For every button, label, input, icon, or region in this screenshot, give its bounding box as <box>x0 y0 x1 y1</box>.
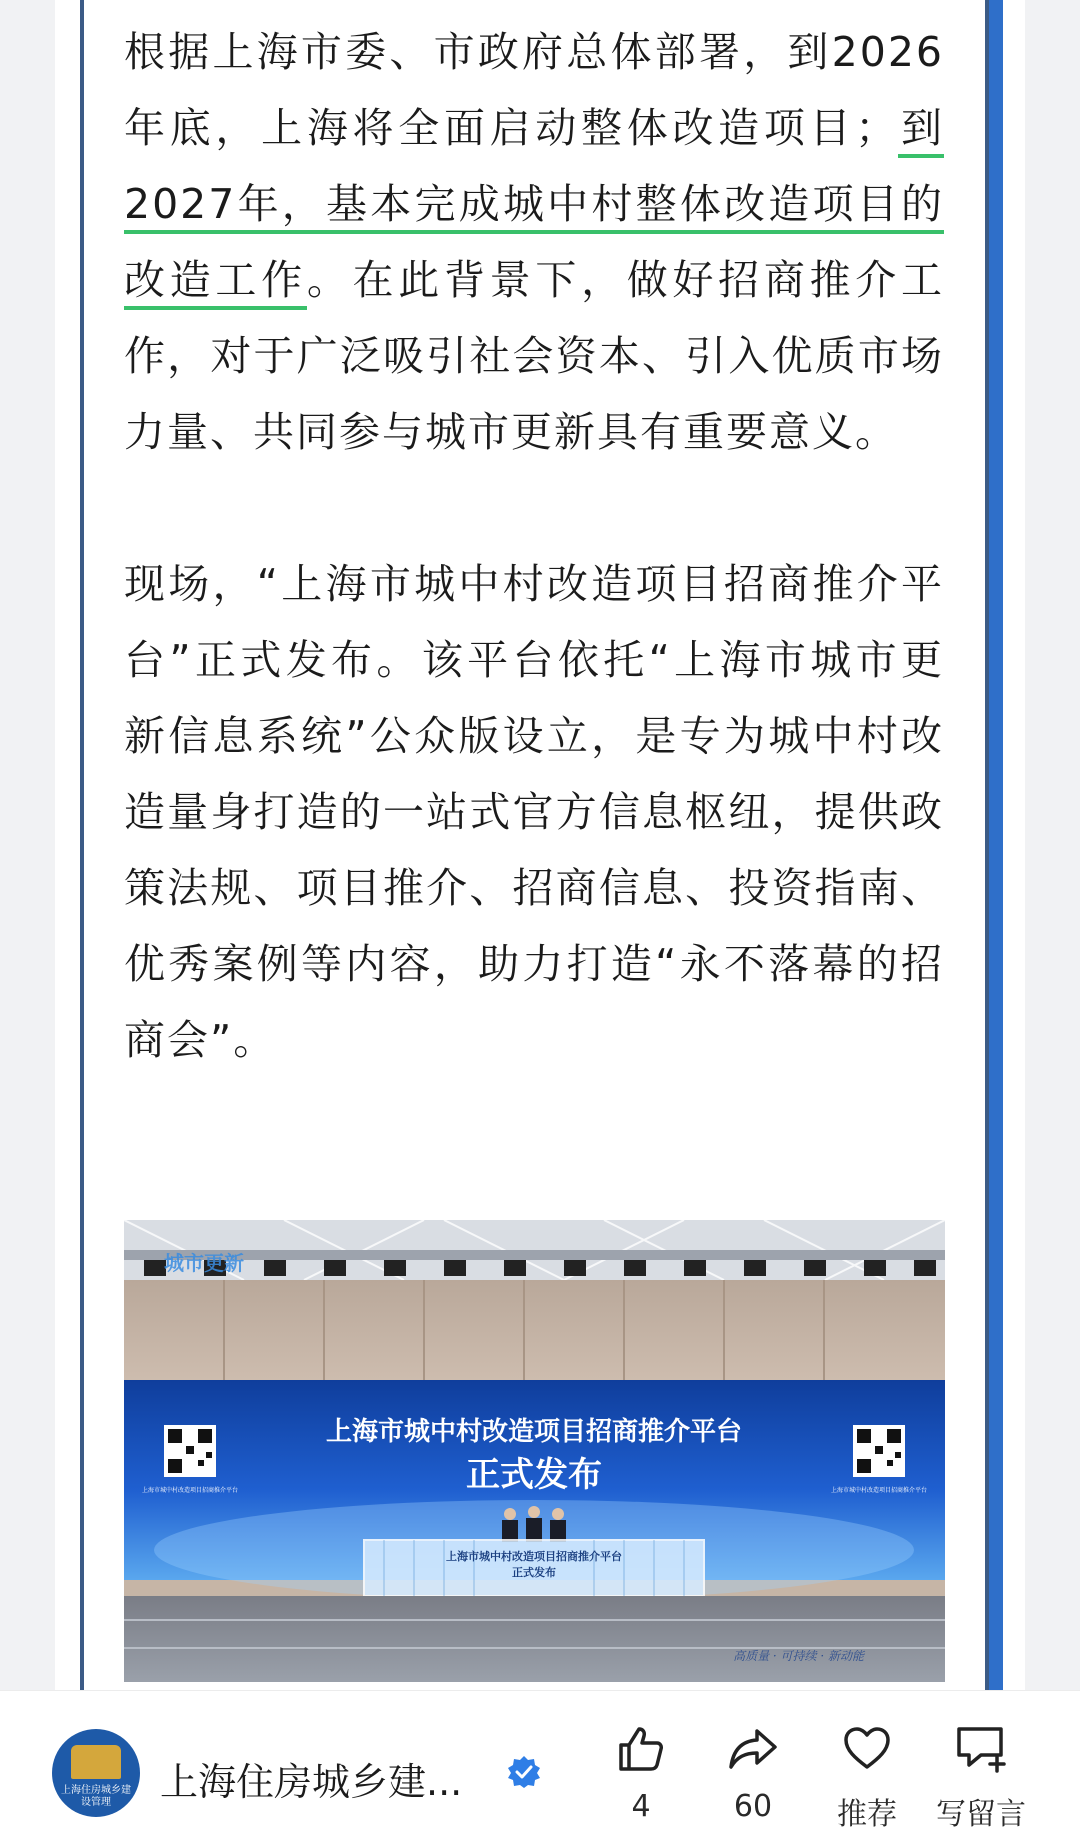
verified-badge-icon <box>507 1755 541 1789</box>
like-button[interactable] <box>586 1723 696 1824</box>
share-arrow-icon <box>727 1723 779 1775</box>
frame-margin-right <box>1025 0 1080 1690</box>
comment-add-icon <box>953 1723 1009 1775</box>
account-name[interactable]: 上海住房城乡建... <box>160 1760 463 1804</box>
frame-accent-right <box>989 0 1003 1690</box>
paragraph-1-text-after: 。在此背景下，做好招商推介工作，对于广泛吸引社会资本、引入优质市场力量、共同参与城市更新具有重要意义。 <box>124 256 945 456</box>
article-paragraph-1 <box>124 14 944 470</box>
qr-caption-left: 上海市城中村改造项目招商推介平台 <box>141 1487 239 1494</box>
qr-code-left <box>164 1425 216 1477</box>
qr-code-right <box>853 1425 905 1477</box>
like-count: 4 <box>631 1789 651 1824</box>
speakers <box>502 1506 566 1542</box>
paragraph-1-text-before: 根据上海市委、市政府总体部署，到2026年底，上海将全面启动整体改造项目； <box>124 28 944 152</box>
paragraph-1-highlighted-text: 到2027年，基本完成城中村整体改造项目的改造工作 <box>124 104 944 310</box>
article-paragraph-2: 现场，“上海市城中村改造项目招商推介平台”正式发布。该平台依托“上海市城市更新信息系统”公众版设立，是专为城中村改造量身打造的一站式官方信息枢纽，提供政策法规、项目推介、招商信息、投资指南、优秀案例等内容，助力打造“永不落幕的招商会”。 <box>124 560 944 1064</box>
podium-title: 上海市城中村改造项目招商推介平台 <box>446 1550 622 1563</box>
watermark: 城市更新 <box>164 1251 244 1275</box>
comment-button[interactable] <box>926 1723 1036 1832</box>
heart-icon <box>841 1723 893 1775</box>
comment-label: 写留言 <box>936 1797 1026 1832</box>
account-avatar[interactable] <box>52 1729 140 1817</box>
podium-subtitle: 正式发布 <box>512 1566 556 1579</box>
thumbs-up-icon <box>615 1723 667 1775</box>
account-logo <box>71 1745 121 1779</box>
bottom-action-bar <box>0 1690 1080 1832</box>
qr-caption-right: 上海市城中村改造项目招商推介平台 <box>830 1487 928 1494</box>
lighting-truss <box>124 1250 945 1260</box>
stage-floor <box>124 1596 945 1682</box>
frame-border-left <box>80 0 84 1690</box>
screen-subtitle: 正式发布 <box>466 1455 602 1495</box>
frame-margin-left <box>0 0 55 1690</box>
back-wall <box>124 1280 945 1380</box>
share-button[interactable] <box>698 1723 808 1824</box>
recommend-button[interactable] <box>812 1723 922 1832</box>
screen-title: 上海市城中村改造项目招商推介平台 <box>325 1417 743 1447</box>
account-logo-text: 上海住房城乡建设管理 <box>61 1785 131 1808</box>
share-count: 60 <box>733 1789 773 1824</box>
recommend-label: 推荐 <box>837 1797 897 1832</box>
article-body <box>124 14 944 1078</box>
bottom-slogan: 高质量 · 可持续 · 新动能 <box>733 1649 864 1663</box>
event-photo-scene <box>124 1220 945 1682</box>
event-photo[interactable] <box>124 1220 945 1682</box>
